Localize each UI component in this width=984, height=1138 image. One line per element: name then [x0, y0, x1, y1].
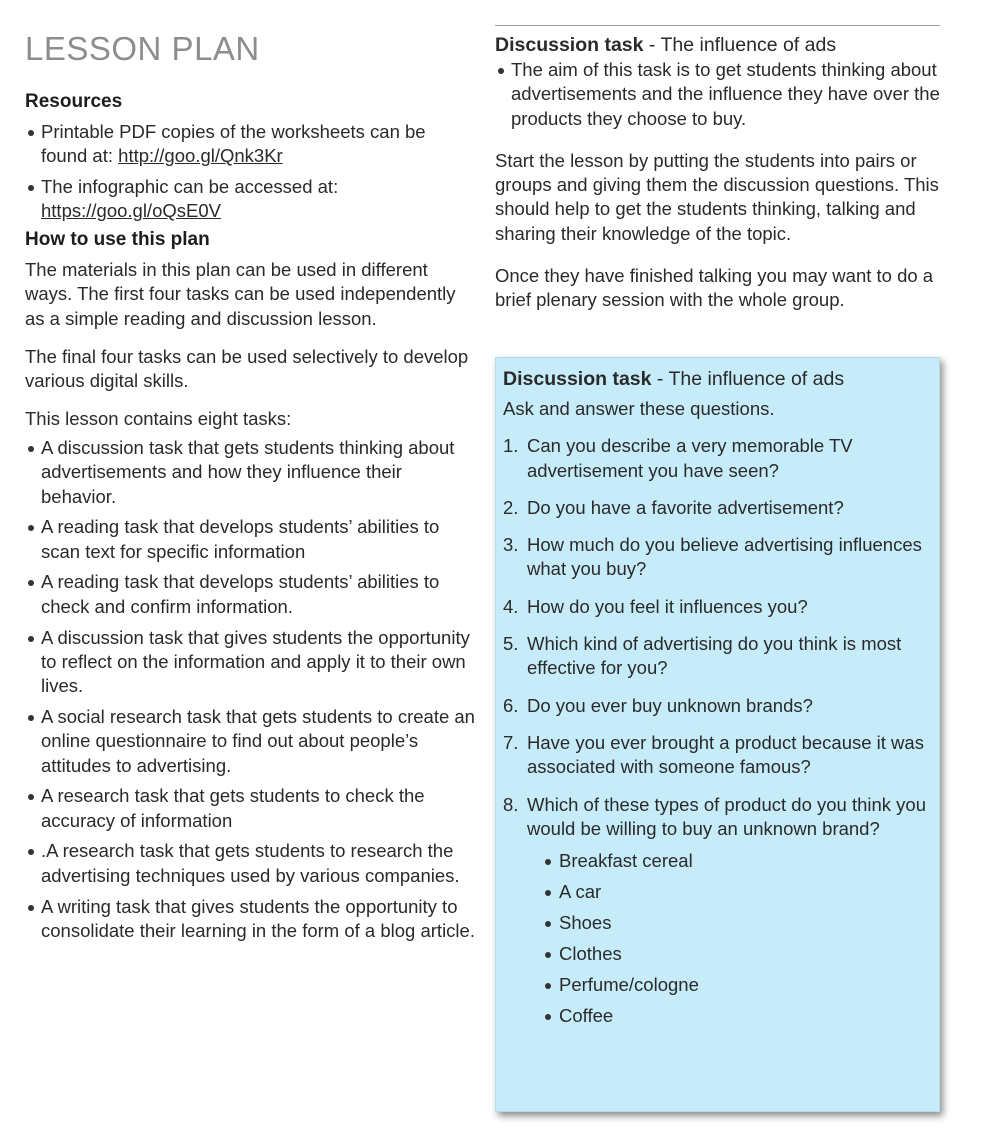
right-column — [495, 25, 940, 313]
heading-rest: - The influence of ads — [643, 34, 837, 56]
question-number: 3. — [503, 534, 519, 556]
worksheets-link[interactable]: http://goo.gl/Qnk3Kr — [118, 145, 283, 167]
product-types-list — [503, 849, 932, 1028]
how-to-use-heading: How to use this plan — [25, 229, 210, 251]
intro-paragraph: The materials in this plan can be used in different ways. The first four tasks can be used independently as a simple reading and discussion lesson. — [25, 259, 456, 329]
product-item: Coffee — [543, 1004, 932, 1028]
heading-bold: Discussion task — [495, 34, 644, 56]
task-item: .A research task that gets students to research the advertising techniques used by various companies. — [25, 839, 475, 888]
question-item — [503, 595, 932, 619]
aim-list — [495, 58, 940, 131]
question-item — [503, 632, 932, 681]
digital-skills-paragraph: The final four tasks can be used selectively to develop various digital skills. — [25, 346, 469, 392]
start-lesson-paragraph: Start the lesson by putting the students into pairs or groups and giving them the discussion questions. This should help to get the students thinking, talking and sharing their knowledge of the topic. — [495, 149, 939, 244]
questions-list — [503, 434, 932, 841]
plenary-paragraph: Once they have finished talking you may want to do a brief plenary session with the whole group. — [495, 265, 934, 311]
question-item — [503, 793, 932, 842]
panel-intro: Ask and answer these questions. — [503, 398, 775, 419]
question-text: Have you ever brought a product because it was associated with someone famous? — [527, 731, 924, 778]
question-number: 5. — [503, 633, 519, 655]
tasks-list — [25, 436, 475, 943]
question-item — [503, 694, 932, 718]
question-text: Do you ever buy unknown brands? — [527, 694, 813, 716]
question-text: Do you have a favorite advertisement? — [527, 496, 844, 518]
question-item — [503, 434, 932, 483]
task-item: A reading task that develops students’ abilities to check and confirm information. — [25, 570, 475, 619]
question-number: 2. — [503, 496, 519, 518]
question-number: 7. — [503, 731, 519, 753]
question-item — [503, 496, 932, 520]
panel-heading — [503, 366, 932, 392]
panel-heading-rest: - The influence of ads — [651, 368, 845, 390]
resources-list — [25, 120, 475, 223]
aim-item: The aim of this task is to get students thinking about advertisements and the influence they have over the products they choose to buy. — [495, 58, 940, 131]
resource-text: The infographic can be accessed at: — [41, 175, 339, 197]
question-item — [503, 731, 932, 780]
question-text: Can you describe a very memorable TV advertisement you have seen? — [527, 435, 853, 481]
tasks-intro: This lesson contains eight tasks: — [25, 407, 292, 429]
product-item: Shoes — [543, 911, 932, 935]
question-text: Which kind of advertising do you think is most effective for you? — [527, 633, 902, 679]
top-divider — [495, 25, 940, 26]
question-text: How do you feel it influences you? — [527, 595, 808, 617]
task-item: A reading task that develops students’ abilities to scan text for specific information — [25, 515, 475, 564]
resources-heading: Resources — [25, 91, 123, 112]
product-item: A car — [543, 880, 932, 904]
question-item — [503, 533, 932, 582]
task-item: A social research task that gets students to create an online questionnaire to find out about people’s attitudes to advertising. — [25, 705, 475, 778]
discussion-task-heading — [495, 32, 940, 58]
panel-heading-bold: Discussion task — [503, 368, 652, 390]
question-number: 1. — [503, 435, 519, 457]
left-column — [25, 30, 475, 943]
question-text: Which of these types of product do you think you would be willing to buy an unknown brand? — [527, 793, 927, 839]
task-item: A research task that gets students to check the accuracy of information — [25, 784, 475, 833]
question-number: 4. — [503, 595, 519, 617]
discussion-questions-panel — [495, 357, 940, 1112]
task-item: A discussion task that gets students thinking about advertisements and how they influence their behavior. — [25, 436, 475, 509]
product-item: Breakfast cereal — [543, 849, 932, 873]
list-item — [25, 120, 475, 169]
page-title: LESSON PLAN — [25, 30, 260, 67]
question-text: How much do you believe advertising influences what you buy? — [527, 534, 922, 580]
product-item: Perfume/cologne — [543, 973, 932, 997]
resource-text: Printable PDF copies of the worksheets can be found at: — [41, 121, 426, 167]
task-item: A discussion task that gives students the opportunity to reflect on the information and apply it to their own lives. — [25, 626, 475, 699]
product-item: Clothes — [543, 942, 932, 966]
task-item: A writing task that gives students the opportunity to consolidate their learning in the form of a blog article. — [25, 895, 475, 944]
infographic-link[interactable]: https://goo.gl/oQsE0V — [41, 199, 221, 221]
list-item — [25, 175, 475, 224]
question-number: 8. — [503, 793, 519, 815]
question-number: 6. — [503, 694, 519, 716]
